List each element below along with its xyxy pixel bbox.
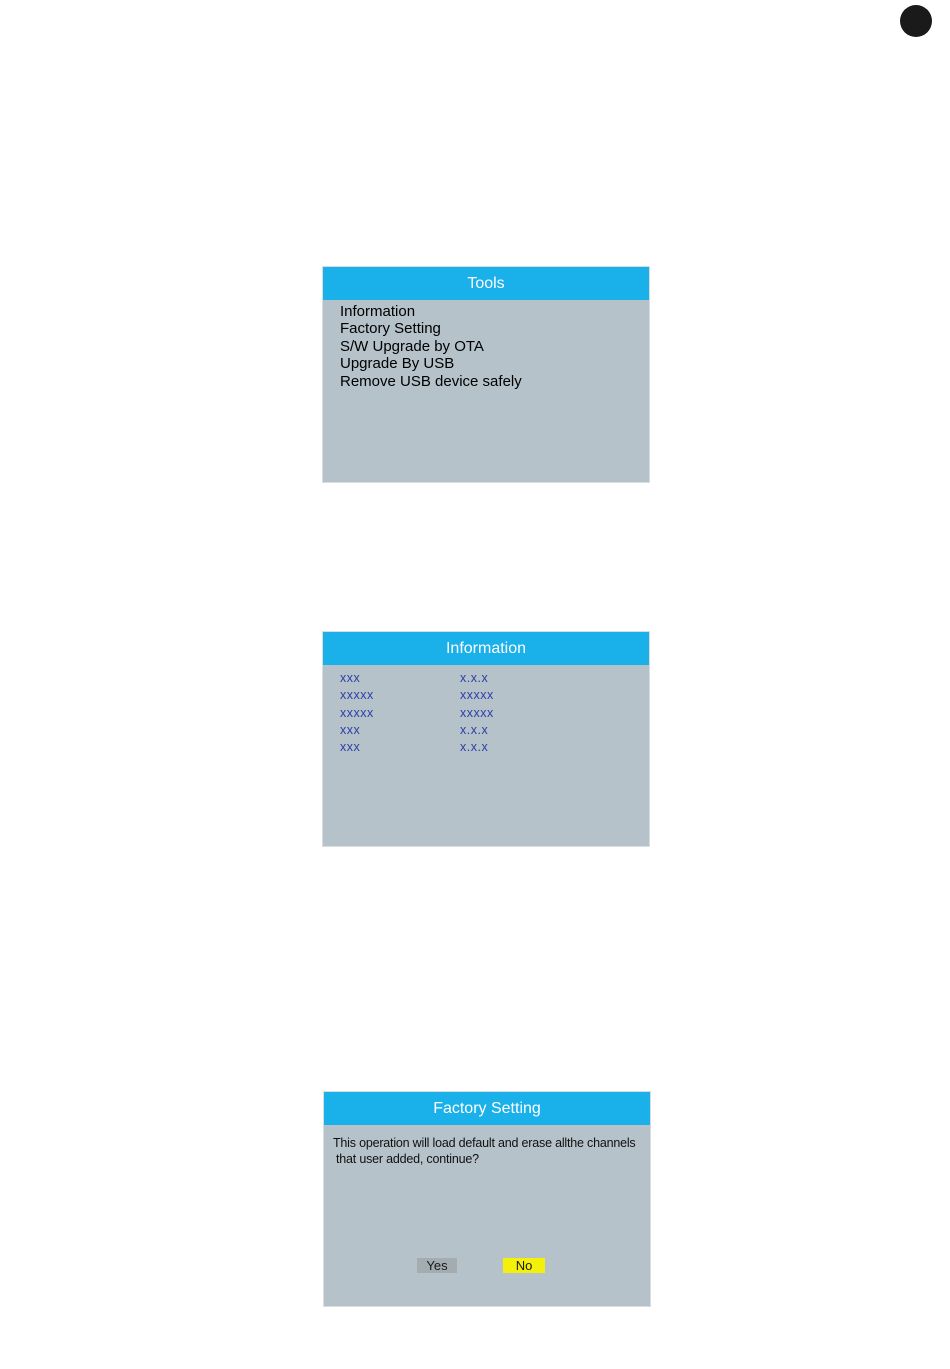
menu-item-information[interactable]: Information bbox=[340, 303, 416, 320]
info-label: xxxxx bbox=[340, 705, 374, 720]
menu-item-factory-setting[interactable]: Factory Setting bbox=[340, 320, 441, 338]
menu-item-upgrade-usb[interactable]: Upgrade By USB bbox=[340, 355, 455, 373]
no-button[interactable]: No bbox=[503, 1258, 545, 1273]
menu-item-sw-upgrade-ota[interactable]: S/W Upgrade by OTA bbox=[340, 337, 484, 355]
tools-menu-list bbox=[323, 300, 649, 390]
info-label: xxx bbox=[340, 740, 361, 755]
info-value: xxxxx bbox=[460, 705, 494, 720]
factory-setting-title: Factory Setting bbox=[324, 1092, 650, 1125]
factory-setting-message bbox=[324, 1125, 650, 1167]
info-value: x.x.x bbox=[460, 740, 489, 755]
information-table bbox=[323, 665, 649, 756]
yes-button[interactable]: Yes bbox=[417, 1258, 457, 1273]
info-value: x.x.x bbox=[460, 722, 489, 737]
tools-menu-panel bbox=[322, 266, 650, 483]
tools-menu-title: Tools bbox=[323, 267, 649, 300]
info-row bbox=[323, 739, 649, 756]
information-panel bbox=[322, 631, 650, 847]
info-row bbox=[323, 722, 649, 739]
info-value: xxxxx bbox=[460, 688, 494, 703]
info-row bbox=[323, 705, 649, 722]
information-title: Information bbox=[323, 632, 649, 665]
page-marker-dot bbox=[900, 5, 932, 37]
info-value: x.x.x bbox=[460, 671, 489, 685]
info-label: xxx bbox=[340, 671, 361, 685]
menu-item-remove-usb[interactable]: Remove USB device safely bbox=[340, 372, 522, 390]
factory-setting-dialog bbox=[323, 1091, 651, 1307]
info-label: xxx bbox=[340, 722, 361, 737]
factory-message-line1: This operation will load default and erase allthe channels bbox=[333, 1136, 636, 1150]
info-label: xxxxx bbox=[340, 688, 374, 703]
factory-message-line2: that user added, continue? bbox=[336, 1151, 479, 1166]
info-row bbox=[323, 687, 649, 704]
info-row bbox=[323, 670, 649, 687]
